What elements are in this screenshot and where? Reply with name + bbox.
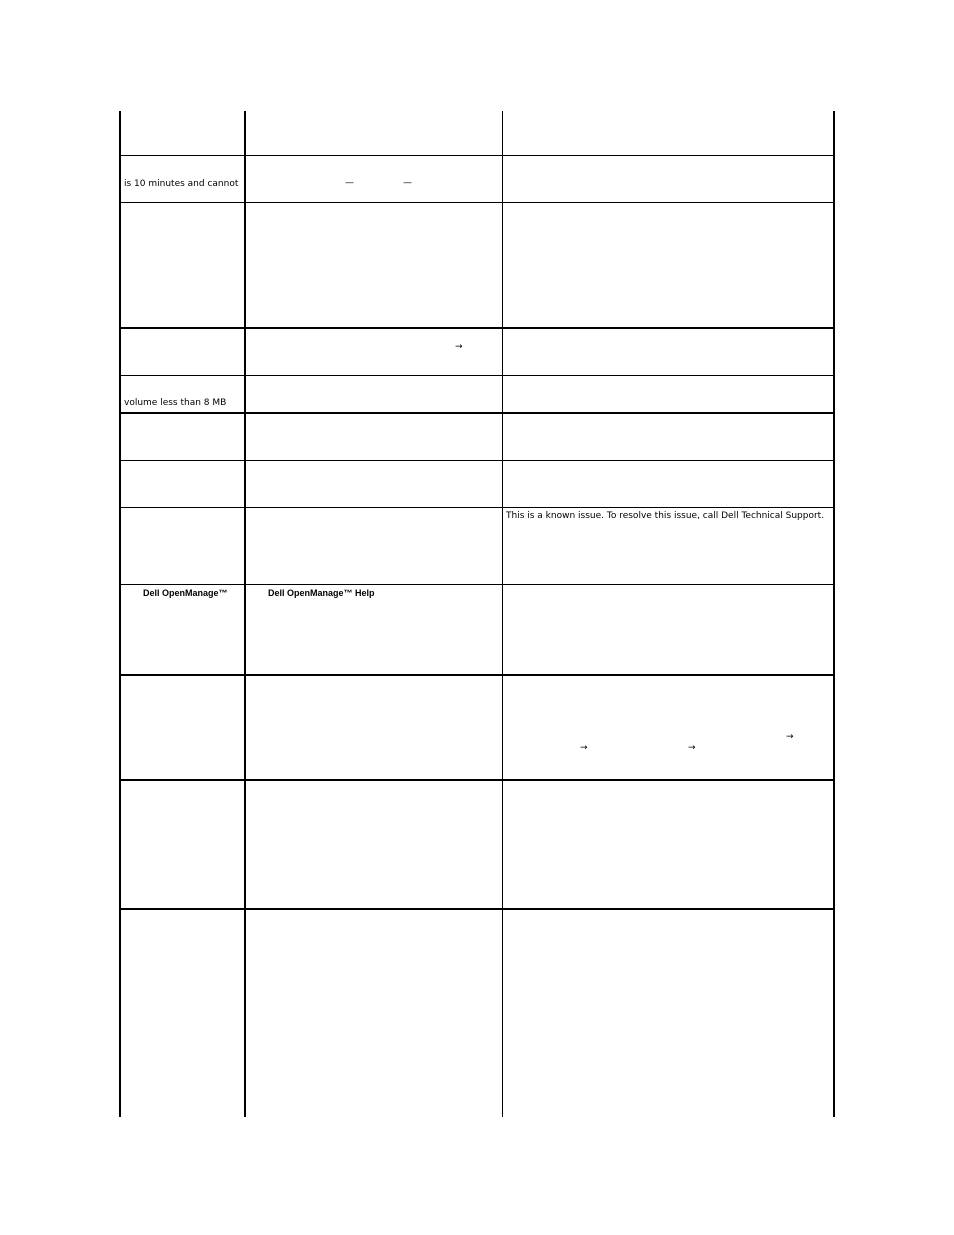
table-cell-text: volume less than 8 MB <box>124 398 227 408</box>
row-divider <box>120 155 834 156</box>
table-column-divider-2 <box>502 111 503 1117</box>
product-name-label: Dell OpenManage™ <box>143 588 228 598</box>
row-divider <box>120 908 834 910</box>
table-border-left <box>119 111 121 1117</box>
help-reference-label: Dell OpenManage™ Help <box>268 588 375 598</box>
dash-glyph: — <box>403 178 412 188</box>
row-divider <box>120 327 834 329</box>
row-divider <box>120 412 834 414</box>
table-cell-text: is 10 minutes and cannot <box>124 179 239 189</box>
row-divider <box>120 460 834 461</box>
row-divider <box>120 375 834 376</box>
row-divider <box>120 507 834 508</box>
arrow-icon: → <box>455 342 463 352</box>
arrow-icon: → <box>580 743 588 753</box>
arrow-icon: → <box>688 743 696 753</box>
row-divider <box>120 779 834 781</box>
table-cell-text: This is a known issue. To resolve this issue, call Dell Technical Support. <box>506 511 825 521</box>
dash-glyph: — <box>345 178 354 188</box>
arrow-icon: → <box>786 732 794 742</box>
row-divider <box>120 202 834 203</box>
row-divider <box>120 584 834 585</box>
row-divider <box>120 674 834 676</box>
table-column-divider-1 <box>244 111 246 1117</box>
table-border-right <box>833 111 835 1117</box>
